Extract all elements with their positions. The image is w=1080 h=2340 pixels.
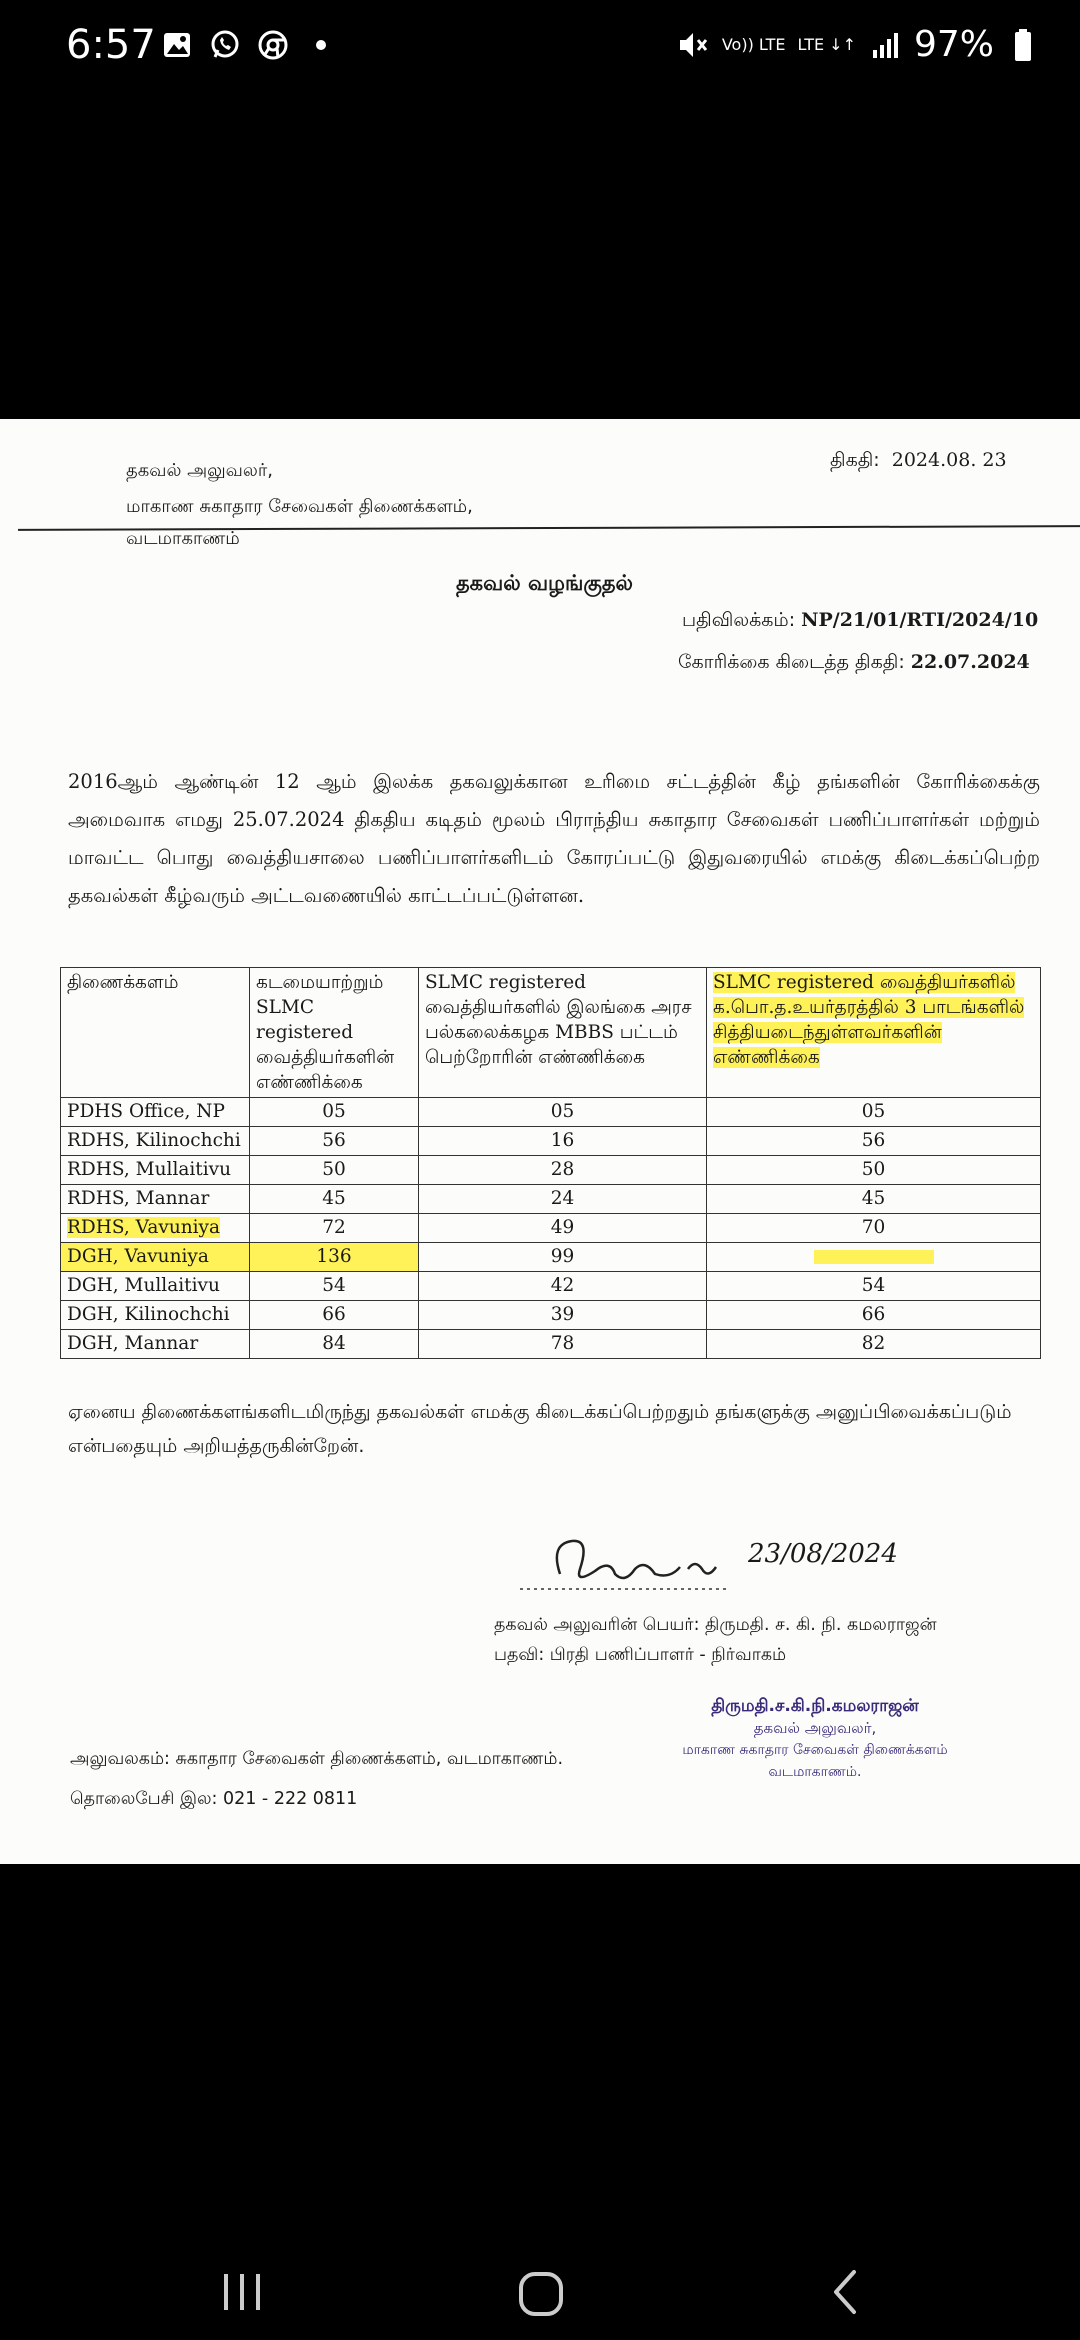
table-cell: RDHS, Mullaitivu <box>61 1156 250 1185</box>
table-row <box>61 1156 1041 1185</box>
table-cell: 24 <box>419 1185 707 1214</box>
table-cell: 05 <box>250 1098 419 1127</box>
closing-paragraph: ஏனைய திணைக்களங்களிடமிருந்து தகவல்கள் எமக்கு கிடைக்கப்பெற்றதும் தங்களுக்கு அனுப்பிவைக்கப்படும் என்பதையும் அறியத்தருகின்றேன். <box>68 1401 1012 1457</box>
table-header-cell: திணைக்களம் <box>61 968 250 1098</box>
table-cell: 84 <box>250 1330 419 1359</box>
table-cell: 54 <box>707 1272 1041 1301</box>
table-row <box>61 1301 1041 1330</box>
table-cell: 78 <box>419 1330 707 1359</box>
table-header-cell: கடமையாற்றும் SLMC registered வைத்தியர்களின் எண்ணிக்கை <box>250 968 419 1098</box>
table-cell: DGH, Mullaitivu <box>61 1272 250 1301</box>
clock: 6:57 <box>66 22 156 68</box>
navigation-bar <box>0 2240 1080 2340</box>
request-received-date: கோரிக்கை கிடைத்த திகதி: 22.07.2024 <box>678 651 1030 673</box>
official-stamp: திருமதி.ச.கி.நி.கமலராஜன் தகவல் அலுவலர், மாகாண சுகாதார சேவைகள் திணைக்களம் வடமாகாணம். <box>682 1696 948 1780</box>
table-row <box>61 1214 1041 1243</box>
table-cell: 82 <box>707 1330 1041 1359</box>
table-row <box>61 1330 1041 1359</box>
table-row <box>61 1243 1041 1272</box>
table-cell: 28 <box>419 1156 707 1185</box>
letter-title: தகவல் வழங்குதல் <box>456 571 633 595</box>
table-cell: DGH, Vavuniya <box>61 1243 250 1272</box>
officer-name: தகவல் அலுவரின் பெயர்: திருமதி. ச. கி. நி. கமலராஜன் <box>494 1615 937 1635</box>
lte-indicator: LTE ↓↑ <box>797 35 856 54</box>
document-photo[interactable] <box>0 419 1080 1864</box>
table-cell: 66 <box>250 1301 419 1330</box>
table-cell: 72 <box>250 1214 419 1243</box>
reference-number: பதிவிலக்கம்: NP/21/01/RTI/2024/10 <box>682 609 1039 631</box>
table-cell: RDHS, Kilinochchi <box>61 1127 250 1156</box>
table-cell: 42 <box>419 1272 707 1301</box>
back-button[interactable] <box>818 2264 874 2320</box>
recent-apps-button[interactable] <box>214 2264 270 2320</box>
table-cell: 136 <box>250 1243 419 1272</box>
table-header-cell: SLMC registered வைத்தியர்களில் க.பொ.த.உயர்தரத்தில் 3 பாடங்களில் சித்தியடைந்துள்ளவர்களின் எண்ணிக்கை <box>707 968 1041 1098</box>
table-cell: 45 <box>707 1185 1041 1214</box>
battery-icon <box>1006 28 1040 62</box>
battery-percent: 97% <box>913 24 994 65</box>
mute-icon <box>676 28 710 62</box>
table-cell: 05 <box>707 1098 1041 1127</box>
home-icon <box>512 2264 572 2324</box>
table-header-row <box>61 968 1041 1098</box>
data-table <box>60 967 1041 1359</box>
table-cell: 05 <box>419 1098 707 1127</box>
table-cell: 70 <box>707 1214 1041 1243</box>
table-cell: 16 <box>419 1127 707 1156</box>
table-cell: 99 <box>419 1243 707 1272</box>
office-address: அலுவலகம்: சுகாதார சேவைகள் திணைக்களம், வடமாகாணம். <box>70 1749 564 1769</box>
table-header-cell: SLMC registered வைத்தியர்களில் இலங்கை அரச பல்கலைக்கழக MBBS பட்டம் பெற்றோரின் எண்ணிக்கை <box>419 968 707 1098</box>
table-cell: PDHS Office, NP <box>61 1098 250 1127</box>
table-row <box>61 1098 1041 1127</box>
whatsapp-icon <box>208 28 242 62</box>
table-cell: 54 <box>250 1272 419 1301</box>
table-cell: RDHS, Mannar <box>61 1185 250 1214</box>
table-cell: 66 <box>707 1301 1041 1330</box>
signature-date: 23/08/2024 <box>748 1539 898 1569</box>
table-cell: RDHS, Vavuniya <box>61 1214 250 1243</box>
table-cell: DGH, Kilinochchi <box>61 1301 250 1330</box>
table-cell: 39 <box>419 1301 707 1330</box>
more-notifications-dot-icon <box>304 28 338 62</box>
status-bar <box>0 0 1080 100</box>
table-cell: 56 <box>707 1127 1041 1156</box>
officer-post: பதவி: பிரதி பணிப்பாளர் - நிர்வாகம் <box>494 1645 787 1665</box>
back-icon <box>818 2264 874 2320</box>
table-cell: 50 <box>250 1156 419 1185</box>
table-cell <box>707 1243 1041 1272</box>
sender-address: தகவல் அலுவலர், மாகாண சுகாதார சேவைகள் திணைக்களம், வடமாகாணம் <box>126 460 473 549</box>
gallery-icon <box>160 28 194 62</box>
table-cell: 56 <box>250 1127 419 1156</box>
signal-icon <box>868 28 902 62</box>
volte-indicator: Vo)) LTE <box>721 35 786 54</box>
phone-number: தொலைபேசி இல: 021 - 222 0811 <box>70 1789 358 1809</box>
table-row <box>61 1272 1041 1301</box>
table-row <box>61 1185 1041 1214</box>
table-row <box>61 1127 1041 1156</box>
letter-date: திகதி: 2024.08. 23 <box>830 449 1007 471</box>
table-cell: DGH, Mannar <box>61 1330 250 1359</box>
home-button[interactable] <box>512 2264 572 2324</box>
recent-apps-icon <box>214 2264 270 2320</box>
table-cell: 49 <box>419 1214 707 1243</box>
table-cell: 45 <box>250 1185 419 1214</box>
chrome-icon <box>256 28 290 62</box>
table-cell: 50 <box>707 1156 1041 1185</box>
letter-paragraph: 2016ஆம் ஆண்டின் 12 ஆம் இலக்க தகவலுக்கான உரிமை சட்டத்தின் கீழ் தங்களின் கோரிக்கைக்கு அமைவாக எமது 25.07.2024 திகதிய கடிதம் மூலம் பிராந்திய சுகாதார சேவைகள் பணிப்பாளர்கள் மற்றும் மாவட்ட பொது வைத்தியசாலை பணிப்பாளர்களிடம் கோரப்பட்டு இதுவரையில் எமக்கு கிடைக்கப்பெற்ற தகவல்கள் கீழ்வரும் அட்டவணையில் காட்டப்பட்டுள்ளன. <box>68 770 1040 907</box>
